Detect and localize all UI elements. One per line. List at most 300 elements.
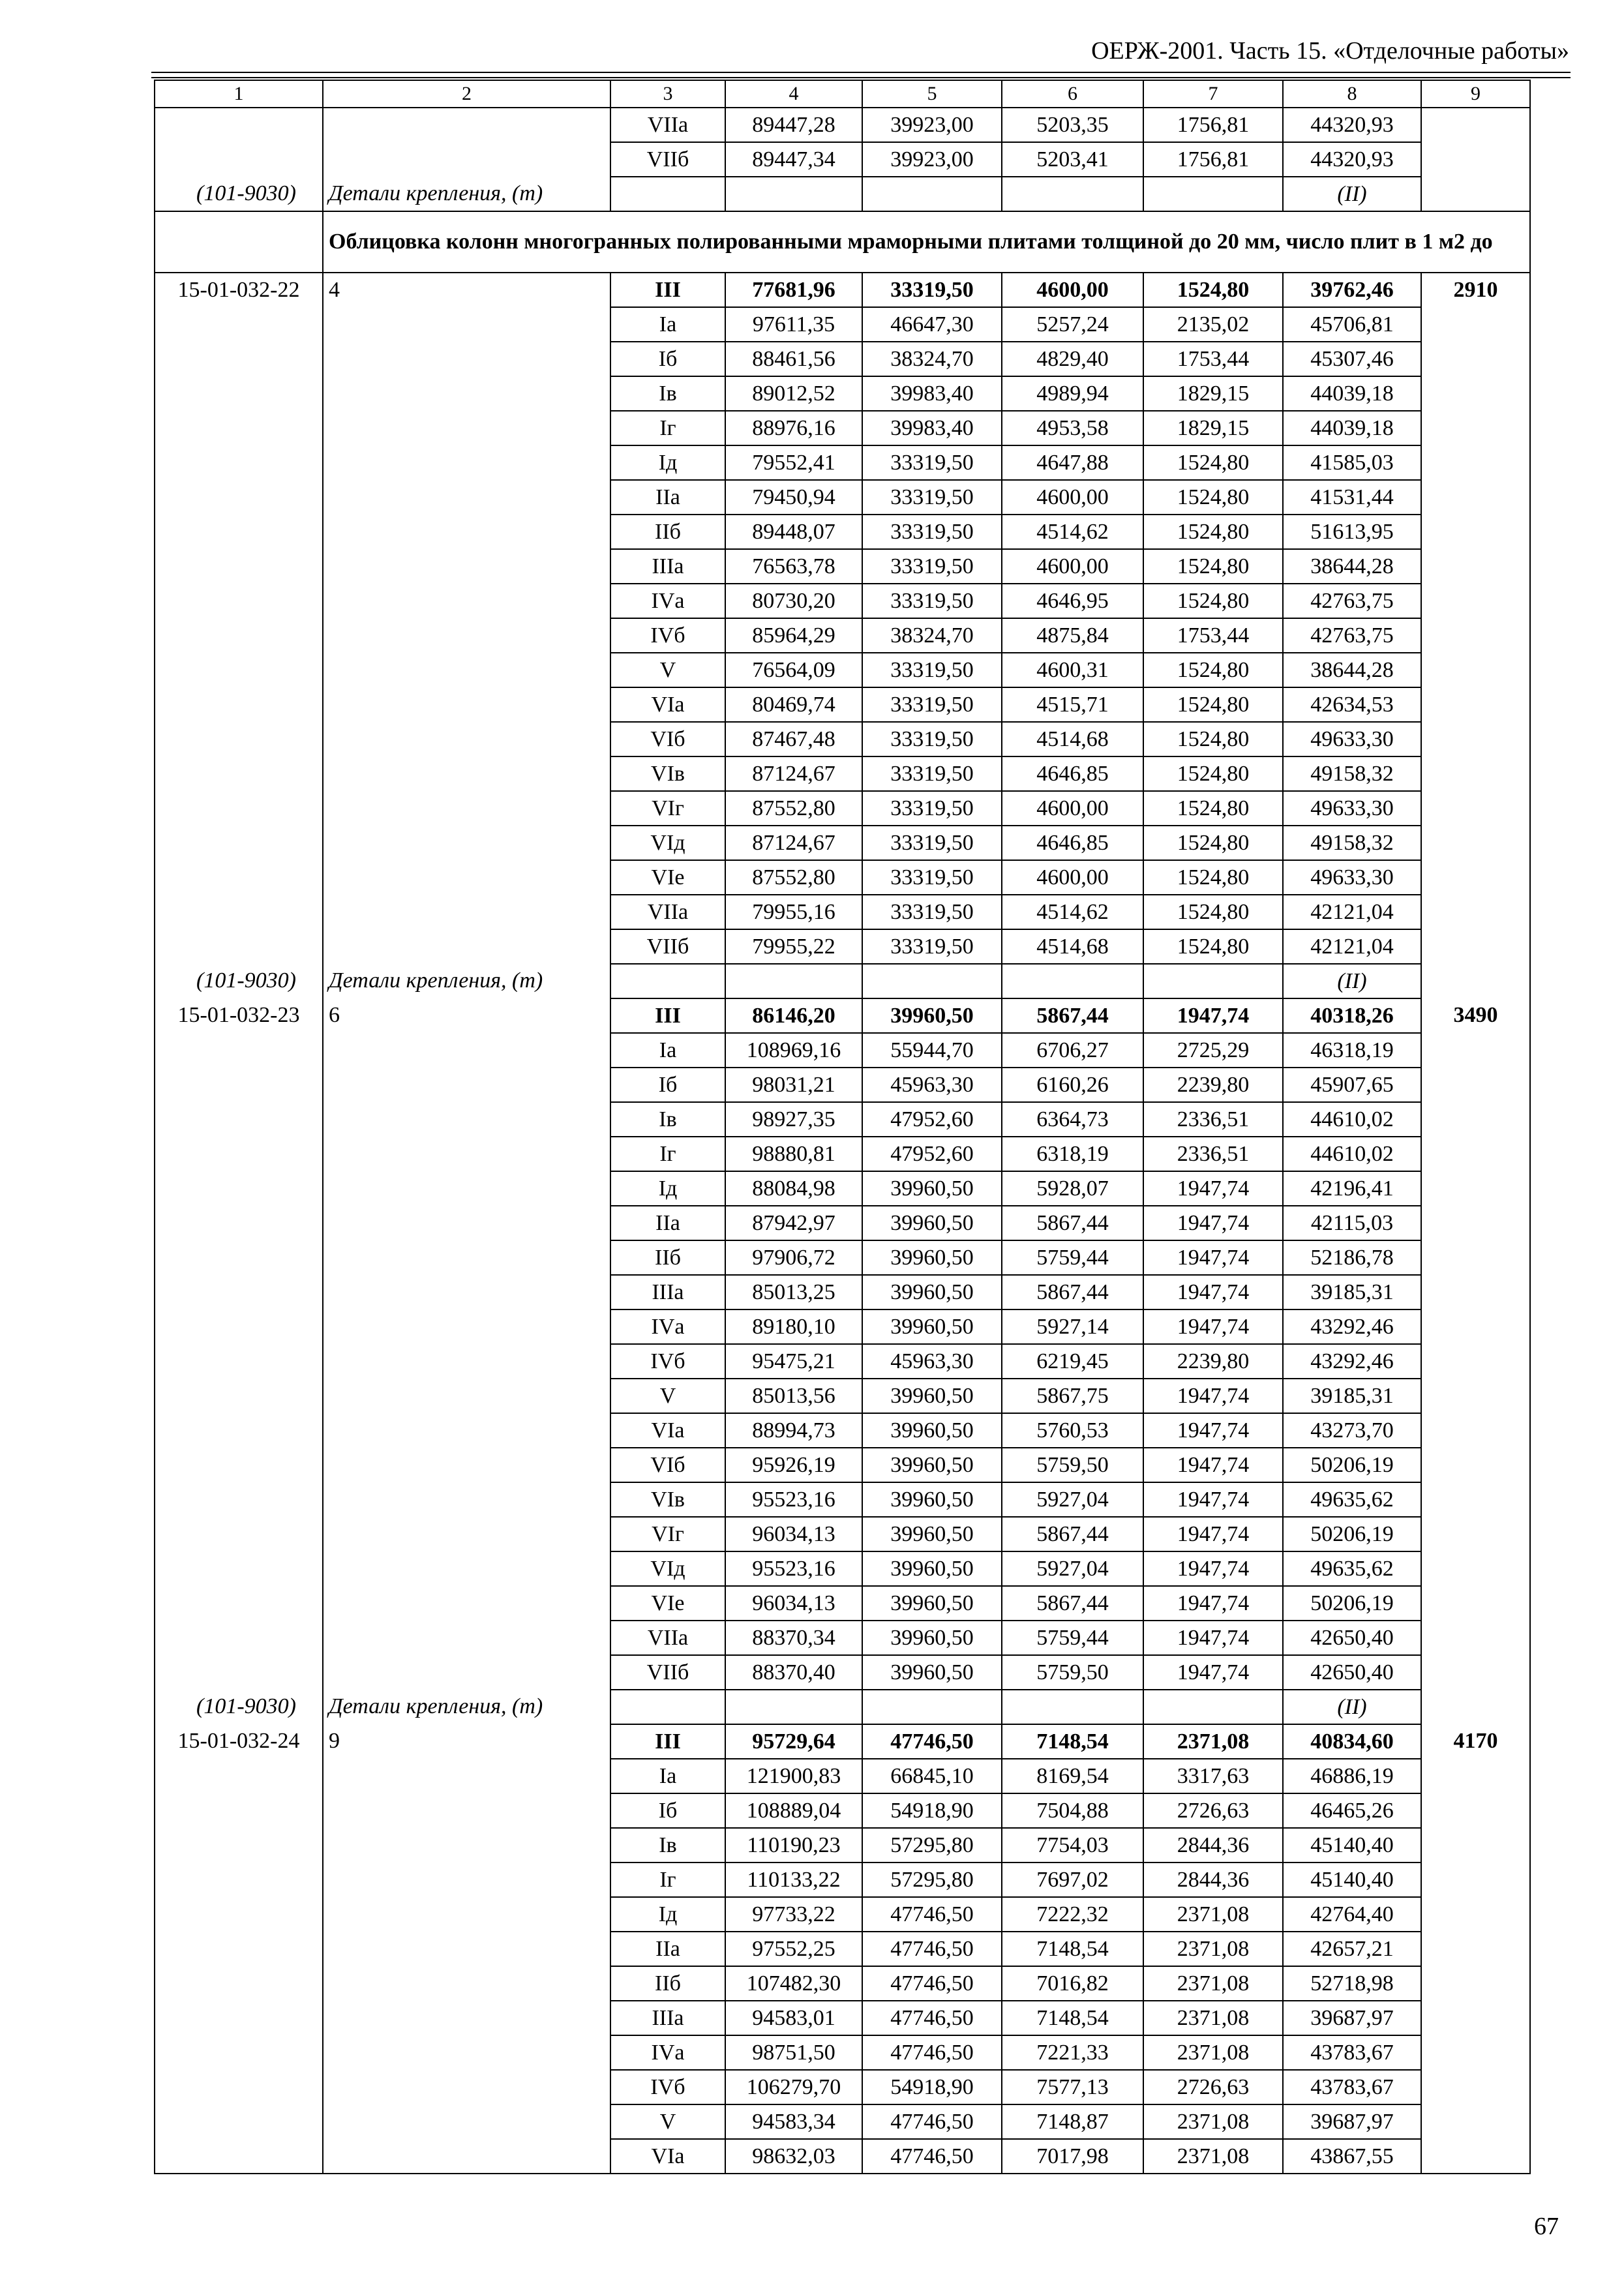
description-cell (323, 1517, 610, 1551)
wage-cell (1421, 2035, 1530, 2070)
zone-group: Iа (610, 1759, 725, 1793)
value-cell: 1524,80 (1143, 756, 1283, 791)
value-cell: 52186,78 (1283, 1240, 1421, 1275)
value-cell: 42634,53 (1283, 687, 1421, 722)
description-cell (323, 1551, 610, 1586)
value-cell: 97733,22 (725, 1897, 862, 1932)
zone-group: IIа (610, 480, 725, 515)
zone-group: IIа (610, 1932, 725, 1966)
zone-group: VIг (610, 1517, 725, 1551)
value-cell: 42764,40 (1283, 1897, 1421, 1932)
description-cell (323, 108, 610, 142)
rate-code-cell (155, 1379, 323, 1413)
table-row (155, 549, 1530, 584)
description-cell (323, 1413, 610, 1448)
value-cell: 47746,50 (862, 1932, 1002, 1966)
rate-code-cell (155, 791, 323, 826)
zone-group: VIIб (610, 142, 725, 177)
value-cell: 39983,40 (862, 376, 1002, 411)
value-cell: 1756,81 (1143, 108, 1283, 142)
value-cell: 42763,75 (1283, 584, 1421, 618)
zone-group: IIIа (610, 2001, 725, 2035)
table-row (155, 1309, 1530, 1344)
table-row (155, 791, 1530, 826)
zone-group: Iд (610, 445, 725, 480)
value-cell: 1947,74 (1143, 1448, 1283, 1482)
wage-cell (1421, 1690, 1530, 1724)
wage-cell (1421, 1413, 1530, 1448)
wage-cell (1421, 826, 1530, 860)
value-cell: 4875,84 (1002, 618, 1143, 653)
rate-code-cell (155, 1897, 323, 1932)
page-header-title: ОЕРЖ-2001. Часть 15. «Отделочные работы» (1091, 37, 1569, 65)
wage-cell (1421, 1482, 1530, 1517)
value-cell: 1947,74 (1143, 1482, 1283, 1517)
value-cell: 1524,80 (1143, 722, 1283, 756)
value-cell: 108889,04 (725, 1793, 862, 1828)
value-cell: 5927,04 (1002, 1551, 1143, 1586)
value-cell: 1524,80 (1143, 445, 1283, 480)
value-cell: 44610,02 (1283, 1137, 1421, 1171)
rates-table-body (155, 80, 1530, 2174)
description-cell (323, 142, 610, 177)
rate-code-cell (155, 2070, 323, 2104)
wage-cell (1421, 1759, 1530, 1793)
value-cell: 89447,34 (725, 142, 862, 177)
value-cell: 49633,30 (1283, 860, 1421, 895)
value-cell: 4514,68 (1002, 722, 1143, 756)
wage-cell (1421, 584, 1530, 618)
wage-cell (1421, 549, 1530, 584)
value-cell: 4989,94 (1002, 376, 1143, 411)
rate-code-cell (155, 515, 323, 549)
value-cell: 98751,50 (725, 2035, 862, 2070)
rate-code-cell (155, 722, 323, 756)
value-cell: 5927,14 (1002, 1309, 1143, 1344)
table-row (155, 1137, 1530, 1171)
zone-group: Iг (610, 411, 725, 445)
rate-code-cell (155, 895, 323, 929)
value-cell: 33319,50 (862, 687, 1002, 722)
table-row (155, 376, 1530, 411)
rate-code-cell (155, 1102, 323, 1137)
description-cell (323, 722, 610, 756)
wage-cell (1421, 1033, 1530, 1068)
rate-code: 15-01-032-24 (155, 1724, 323, 1759)
value-cell: 79552,41 (725, 445, 862, 480)
value-cell: 96034,13 (725, 1586, 862, 1621)
value-cell: 4646,85 (1002, 826, 1143, 860)
value-cell: 5867,44 (1002, 1517, 1143, 1551)
value-cell: 1947,74 (1143, 1309, 1283, 1344)
value-cell: 4646,85 (1002, 756, 1143, 791)
value-cell: 39960,50 (862, 1309, 1002, 1344)
wage-cell (1421, 618, 1530, 653)
value-cell: 1524,80 (1143, 653, 1283, 687)
value-cell: 4514,62 (1002, 515, 1143, 549)
value-cell: 47746,50 (862, 1724, 1002, 1759)
value-cell: 2336,51 (1143, 1137, 1283, 1171)
description-cell (323, 618, 610, 653)
value-cell: 40318,26 (1283, 998, 1421, 1033)
table-row (155, 1206, 1530, 1240)
zone-group: VIе (610, 1586, 725, 1621)
wage-cell (1421, 480, 1530, 515)
value-cell: 79450,94 (725, 480, 862, 515)
table-row (155, 1033, 1530, 1068)
table-row (155, 1759, 1530, 1793)
table-row (155, 1275, 1530, 1309)
description-cell (323, 1206, 610, 1240)
wage-cell (1421, 515, 1530, 549)
value-cell: 5867,44 (1002, 1275, 1143, 1309)
description-cell (323, 1068, 610, 1102)
zone-group: IVб (610, 2070, 725, 2104)
value-cell: 33319,50 (862, 515, 1002, 549)
value-cell: 110190,23 (725, 1828, 862, 1863)
value-cell: 66845,10 (862, 1759, 1002, 1793)
value-cell: 45963,30 (862, 1344, 1002, 1379)
value-cell: 42121,04 (1283, 929, 1421, 964)
value-cell: 1947,74 (1143, 1206, 1283, 1240)
description-cell (323, 307, 610, 342)
wage-cell (1421, 445, 1530, 480)
value-cell: 1947,74 (1143, 1379, 1283, 1413)
description-cell (323, 480, 610, 515)
value-cell: 49158,32 (1283, 756, 1421, 791)
value-cell: 1753,44 (1143, 342, 1283, 376)
value-cell: 43783,67 (1283, 2070, 1421, 2104)
value-cell: 55944,70 (862, 1033, 1002, 1068)
value-cell: 94583,34 (725, 2104, 862, 2139)
zone-group: IIб (610, 1240, 725, 1275)
rate-code-cell (155, 411, 323, 445)
zone-group: VIд (610, 826, 725, 860)
value-cell: 33319,50 (862, 584, 1002, 618)
table-row (155, 515, 1530, 549)
table-row (155, 722, 1530, 756)
value-cell: 1524,80 (1143, 929, 1283, 964)
plates-count: 9 (323, 1724, 610, 1759)
table-row (155, 2001, 1530, 2035)
footnote-note: (II) (1283, 1690, 1421, 1724)
value-cell: 39185,31 (1283, 1275, 1421, 1309)
value-cell: 2371,08 (1143, 2139, 1283, 2174)
value-cell: 1524,80 (1143, 515, 1283, 549)
footnote-empty (1143, 964, 1283, 998)
value-cell: 33319,50 (862, 653, 1002, 687)
zone-group: Iд (610, 1171, 725, 1206)
value-cell: 98031,21 (725, 1068, 862, 1102)
value-cell: 7016,82 (1002, 1966, 1143, 2001)
value-cell: 1524,80 (1143, 549, 1283, 584)
zone-group: VIIа (610, 1621, 725, 1655)
wage-cell (1421, 1897, 1530, 1932)
value-cell: 4600,31 (1002, 653, 1143, 687)
description-cell (323, 2104, 610, 2139)
value-cell: 45307,46 (1283, 342, 1421, 376)
value-cell: 4829,40 (1002, 342, 1143, 376)
value-cell: 39960,50 (862, 1551, 1002, 1586)
value-cell: 1524,80 (1143, 895, 1283, 929)
description-cell (323, 653, 610, 687)
rate-code-cell (155, 1551, 323, 1586)
zone-group: IIб (610, 1966, 725, 2001)
rate-code-cell (155, 584, 323, 618)
description-cell (323, 1033, 610, 1068)
value-cell: 2371,08 (1143, 2035, 1283, 2070)
description-cell (323, 895, 610, 929)
footnote-code: (101-9030) (155, 1690, 323, 1724)
value-cell: 98880,81 (725, 1137, 862, 1171)
value-cell: 4600,00 (1002, 273, 1143, 307)
plates-count: 4 (323, 273, 610, 307)
wage-cell (1421, 177, 1530, 211)
rate-code-cell (155, 1586, 323, 1621)
value-cell: 2844,36 (1143, 1828, 1283, 1863)
value-cell: 94583,01 (725, 2001, 862, 2035)
table-row (155, 1448, 1530, 1482)
value-cell: 45140,40 (1283, 1863, 1421, 1897)
value-cell: 50206,19 (1283, 1586, 1421, 1621)
value-cell: 39960,50 (862, 1621, 1002, 1655)
zone-group: Iв (610, 376, 725, 411)
rate-code-cell (155, 756, 323, 791)
value-cell: 33319,50 (862, 756, 1002, 791)
value-cell: 4600,00 (1002, 791, 1143, 826)
zone-group: Iд (610, 1897, 725, 1932)
column-number: 6 (1002, 80, 1143, 108)
description-cell (323, 1863, 610, 1897)
value-cell: 2371,08 (1143, 2001, 1283, 2035)
value-cell: 47746,50 (862, 2035, 1002, 2070)
value-cell: 43292,46 (1283, 1344, 1421, 1379)
value-cell: 98927,35 (725, 1102, 862, 1137)
value-cell: 87552,80 (725, 860, 862, 895)
description-cell (323, 791, 610, 826)
value-cell: 46647,30 (862, 307, 1002, 342)
footnote-code: (101-9030) (155, 964, 323, 998)
table-row (155, 2139, 1530, 2174)
value-cell: 7017,98 (1002, 2139, 1143, 2174)
table-row (155, 618, 1530, 653)
rate-code-cell (155, 480, 323, 515)
wage-cell (1421, 1206, 1530, 1240)
footnote-empty (862, 177, 1002, 211)
value-cell: 1947,74 (1143, 1621, 1283, 1655)
value-cell: 47746,50 (862, 2001, 1002, 2035)
value-cell: 5867,44 (1002, 998, 1143, 1033)
value-cell: 4514,68 (1002, 929, 1143, 964)
zone-group: III (610, 1724, 725, 1759)
value-cell: 88461,56 (725, 342, 862, 376)
rate-code-cell (155, 1344, 323, 1379)
wage-cell (1421, 1171, 1530, 1206)
wage-cell (1421, 1655, 1530, 1690)
value-cell: 95729,64 (725, 1724, 862, 1759)
value-cell: 47952,60 (862, 1137, 1002, 1171)
value-cell: 89012,52 (725, 376, 862, 411)
value-cell: 44320,93 (1283, 142, 1421, 177)
value-cell: 39960,50 (862, 1171, 1002, 1206)
value-cell: 49635,62 (1283, 1482, 1421, 1517)
section-title-row (155, 211, 1530, 273)
column-number: 3 (610, 80, 725, 108)
value-cell: 33319,50 (862, 929, 1002, 964)
value-cell: 87467,48 (725, 722, 862, 756)
wage-cell (1421, 1275, 1530, 1309)
description-cell (323, 1621, 610, 1655)
rate-code: 15-01-032-23 (155, 998, 323, 1033)
wage-cell (1421, 2070, 1530, 2104)
footnote-empty (725, 964, 862, 998)
zone-group: VIд (610, 1551, 725, 1586)
value-cell: 33319,50 (862, 273, 1002, 307)
wage-cell (1421, 1863, 1530, 1897)
description-cell (323, 1379, 610, 1413)
footnote-empty (1002, 964, 1143, 998)
description-cell (323, 1966, 610, 2001)
wage-cell (1421, 411, 1530, 445)
value-cell: 89448,07 (725, 515, 862, 549)
wage-cell (1421, 307, 1530, 342)
zone-group: VIв (610, 1482, 725, 1517)
value-cell: 2371,08 (1143, 1724, 1283, 1759)
footnote-row (155, 177, 1530, 211)
value-cell: 4600,00 (1002, 549, 1143, 584)
footnote-empty (1002, 1690, 1143, 1724)
value-cell: 5760,53 (1002, 1413, 1143, 1448)
value-cell: 5759,44 (1002, 1240, 1143, 1275)
value-cell: 45140,40 (1283, 1828, 1421, 1863)
value-cell: 4600,00 (1002, 480, 1143, 515)
value-cell: 1753,44 (1143, 618, 1283, 653)
table-row (155, 1724, 1530, 1759)
value-cell: 51613,95 (1283, 515, 1421, 549)
rate-code-cell (155, 2035, 323, 2070)
table-row (155, 756, 1530, 791)
value-cell: 42657,21 (1283, 1932, 1421, 1966)
zone-group: IVа (610, 2035, 725, 2070)
wage-cell (1421, 1068, 1530, 1102)
value-cell: 1947,74 (1143, 1655, 1283, 1690)
value-cell: 49158,32 (1283, 826, 1421, 860)
value-cell: 87124,67 (725, 756, 862, 791)
table-row (155, 108, 1530, 142)
value-cell: 39960,50 (862, 1206, 1002, 1240)
column-number: 9 (1421, 80, 1530, 108)
value-cell: 5203,35 (1002, 108, 1143, 142)
value-cell: 85013,56 (725, 1379, 862, 1413)
zone-group: VIв (610, 756, 725, 791)
value-cell: 33319,50 (862, 791, 1002, 826)
rate-code-cell (155, 445, 323, 480)
table-row (155, 342, 1530, 376)
wage-cell (1421, 142, 1530, 177)
zone-group: IVа (610, 1309, 725, 1344)
footnote-empty (862, 964, 1002, 998)
description-cell (323, 1275, 610, 1309)
table-row (155, 1966, 1530, 2001)
value-cell: 110133,22 (725, 1863, 862, 1897)
value-cell: 1947,74 (1143, 1171, 1283, 1206)
footnote-row (155, 964, 1530, 998)
value-cell: 7754,03 (1002, 1828, 1143, 1863)
rate-code: 15-01-032-22 (155, 273, 323, 307)
rate-code-cell (155, 826, 323, 860)
zone-group: VIе (610, 860, 725, 895)
section-code-cell (155, 211, 323, 273)
zone-group: V (610, 653, 725, 687)
table-row (155, 1413, 1530, 1448)
value-cell: 5867,44 (1002, 1206, 1143, 1240)
description-cell (323, 1932, 610, 1966)
rate-code-cell (155, 1068, 323, 1102)
table-row (155, 142, 1530, 177)
table-row (155, 1379, 1530, 1413)
value-cell: 43867,55 (1283, 2139, 1421, 2174)
rate-code-cell (155, 1413, 323, 1448)
value-cell: 46318,19 (1283, 1033, 1421, 1068)
table-row (155, 1102, 1530, 1137)
value-cell: 7697,02 (1002, 1863, 1143, 1897)
table-row (155, 1897, 1530, 1932)
value-cell: 39960,50 (862, 1655, 1002, 1690)
rate-code-cell (155, 1828, 323, 1863)
value-cell: 42121,04 (1283, 895, 1421, 929)
wage-cell (1421, 2139, 1530, 2174)
value-cell: 5867,44 (1002, 1586, 1143, 1621)
value-cell: 47746,50 (862, 1966, 1002, 2001)
table-row (155, 2104, 1530, 2139)
wage-cell (1421, 2104, 1530, 2139)
zone-group: IVб (610, 1344, 725, 1379)
rate-code-cell (155, 1482, 323, 1517)
description-cell (323, 1586, 610, 1621)
value-cell: 1947,74 (1143, 1551, 1283, 1586)
value-cell: 87942,97 (725, 1206, 862, 1240)
value-cell: 50206,19 (1283, 1517, 1421, 1551)
value-cell: 57295,80 (862, 1828, 1002, 1863)
value-cell: 33319,50 (862, 445, 1002, 480)
value-cell: 39960,50 (862, 998, 1002, 1033)
footnote-empty (725, 177, 862, 211)
rate-code-cell (155, 342, 323, 376)
description-cell (323, 1309, 610, 1344)
rate-code-cell (155, 1309, 323, 1344)
value-cell: 7504,88 (1002, 1793, 1143, 1828)
wage-cell (1421, 1102, 1530, 1137)
value-cell: 39960,50 (862, 1275, 1002, 1309)
value-cell: 89180,10 (725, 1309, 862, 1344)
rate-code-cell (155, 1240, 323, 1275)
table-row (155, 584, 1530, 618)
value-cell: 47746,50 (862, 2139, 1002, 2174)
rate-code-cell (155, 687, 323, 722)
description-cell (323, 1240, 610, 1275)
value-cell: 97552,25 (725, 1932, 862, 1966)
table-row (155, 653, 1530, 687)
value-cell: 7148,54 (1002, 1724, 1143, 1759)
description-cell (323, 687, 610, 722)
table-row (155, 1517, 1530, 1551)
zone-group: VIIа (610, 108, 725, 142)
zone-group: VIIа (610, 895, 725, 929)
footnote-empty (610, 1690, 725, 1724)
wage-cell (1421, 895, 1530, 929)
value-cell: 38324,70 (862, 342, 1002, 376)
footnote-desc: Детали крепления, (т) (323, 177, 610, 211)
